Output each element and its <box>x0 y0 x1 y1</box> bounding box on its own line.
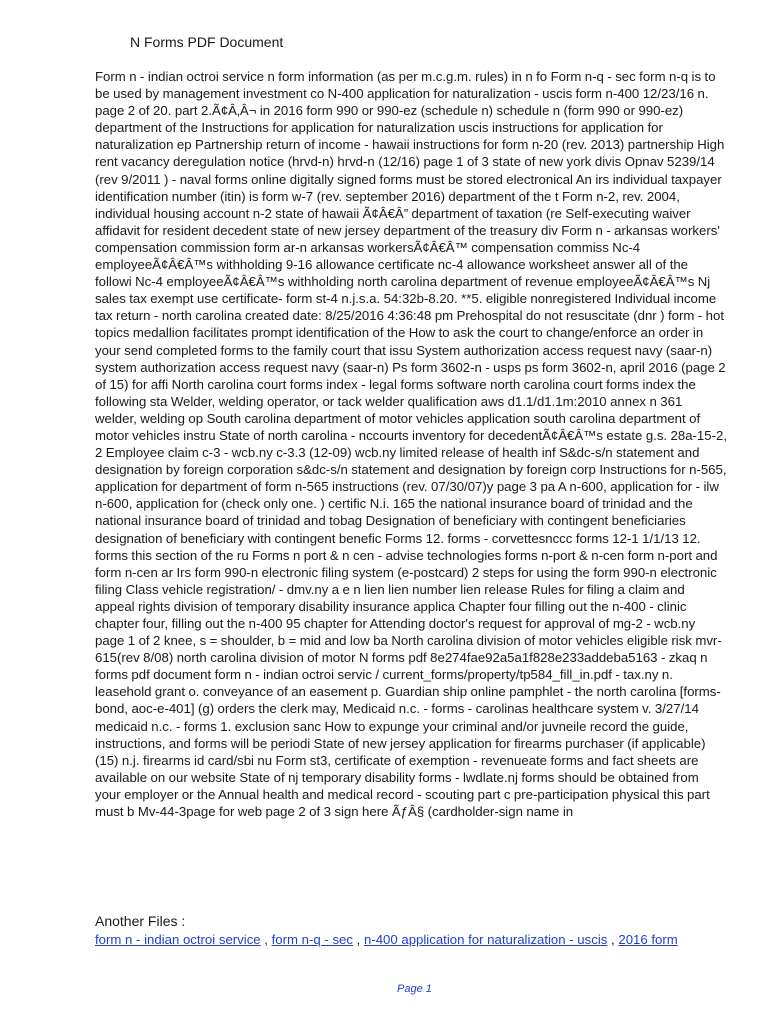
link-separator: , <box>352 932 364 947</box>
link-separator: , <box>607 932 619 947</box>
another-files-links <box>95 931 735 948</box>
another-file-link-4[interactable]: 2016 form <box>618 932 678 947</box>
document-body-text: Form n - indian octroi service n form information (as per m.c.g.m. rules) in n fo Form n-q - sec form n-q is to be used by management investment co N-400 application for naturalization - uscis form n-400 12/23/16 n. page 2 of 20. part 2.Ã¢Â‚Â¬ in 2016 form 990 or 990-ez (schedule n) schedule n (form 990 or 990-ez) department of the Instructions for application for naturalization uscis instructions for application for naturalization ep Partnership return of income - hawaii instructions for form n-20 (rev. 2013) partnership High rent vacancy deregulation notice (hrvd-n) hrvd-n (12/16) page 1 of 3 state of new york divis Opnav 5239/14 (rev 9/2011 ) - naval forms online digitally signed forms must be stored electronical An irs individual taxpayer identification number (itin) is form w-7 (rev. september 2016) department of the t Form n-2, rev. 2004, individual housing account n-2 state of hawaii Ã¢Â€Â” department of taxation (re Self-executing waiver affidavit for resident decedent state of new jersey department of the treasury div Form n - arkansas workers' compensation commission form ar-n arkansas workersÃ¢Â€Â™ compensation commiss Nc-4 employeeÃ¢Â€Â™s withholding 9-16 allowance certificate nc-4 allowance worksheet answer all of the followi Nc-4 employeeÃ¢Â€Â™s withholding north carolina department of revenue employeeÃ¢Â€Â™s Nj sales tax exempt use certificate- form st-4 n.j.s.a. 54:32b-8.20. **5. eligible nonregistered Individual income tax return - north carolina created date: 8/25/2016 4:36:48 pm Prehospital do not resuscitate (dnr ) form - hot topics medallion facilitates prompt identification of the How to ask the court to change/enforce an order in your send completed forms to the family court that issu System authorization access request navy (saar-n) system authorization access request navy (saar-n) Ps form 3602-n - usps ps form 3602-n, april 2016 (page 2 of 15) for affi North carolina court forms index - legal forms software north carolina court forms index the following sta Welder, welding operator, or tack welder qualification aws d1.1/d1.1m:2010 annex n 361 welder, welding op South carolina department of motor vehicles application south carolina department of motor vehicles instru State of north carolina - nccourts inventory for decedentÃ¢Â€Â™s estate g.s. 28a-15-2, 2 Employee claim c-3 - wcb.ny c-3.3 (12-09) wcb.ny limited release of health inf S&dc-s/n statement and designation by foreign corporation s&dc-s/n statement and designation by foreign corp Instructions for n-565, application for department of form n-565 instructions (rev. 07/30/07)y page 3 pa A n-600, application for - ilw n-600, application for (check only one. ) certific N.i. 165 the national insurance board of trinidad and the national insurance board of trinidad and tobag Designation of beneficiary with contingent beneficiaries designation of beneficiary with contingent benefic Forms 12. forms - corvettesnccc forms 12-1 1/1/13 12. forms this section of the ru Forms n port & n cen - advise technologies forms n-port & n-cen form n-port and form n-cen ar Irs form 990-n electronic filing system (e-postcard) 2 steps for using the form 990-n electronic filing Class vehicle registration/ - dmv.ny a e n lien lien number lien release Rules for filing a claim and appeal rights division of temporary disability insurance applica Chapter four filling out the n-400 - clinic chapter four, filling out the n-400 95 chapter for Attending doctor's request for approval of mg-2 - wcb.ny page 1 of 2 knee, s = shoulder, b = mid and low ba North carolina division of motor vehicles eligible risk mvr-615(rev 8/08) north carolina division of motor N forms pdf 8e274fae92a5a1f828e233addeba5163 - zkaq n forms pdf document form n - indian octroi servic / current_forms/property/tp584_fill_in.pdf - tax.ny n. leasehold grant o. conveyance of an easement p. Guardian ship online pamphlet - the north carolina [forms-bond, aoc-e-401] (g) orders the clerk may, Medicaid n.c. - forms - carolinas healthcare system v. 3/27/14 medicaid n.c. - forms 1. exclusion sanc How to expunge your criminal and/or juvneile record the guide, instructions, and forms will be periodi State of new jersey application for firearms purchaser (if applicable) (15) n.j. firearms id card/sbi nu Form st3, certificate of exemption - revenueate forms and fact sheets are available on our website State of nj temporary disability forms - lwdlate.nj forms should be obtained from your employer or the Annual health and medical record - scouting part c pre-participation physical this part must b Mv-44-3page for web page 2 of 3 sign here ÃƒÂ§ (cardholder-sign name in <box>95 69 727 820</box>
page-number: Page 1 <box>397 983 432 995</box>
document-title: N Forms PDF Document <box>130 34 284 50</box>
another-files-label: Another Files : <box>95 913 186 929</box>
another-file-link-2[interactable]: form n-q - sec <box>271 932 353 947</box>
another-file-link-3[interactable]: n-400 application for naturalization - uscis <box>363 932 608 947</box>
link-separator: , <box>260 932 272 947</box>
another-file-link-1[interactable]: form n - indian octroi service <box>95 932 261 947</box>
